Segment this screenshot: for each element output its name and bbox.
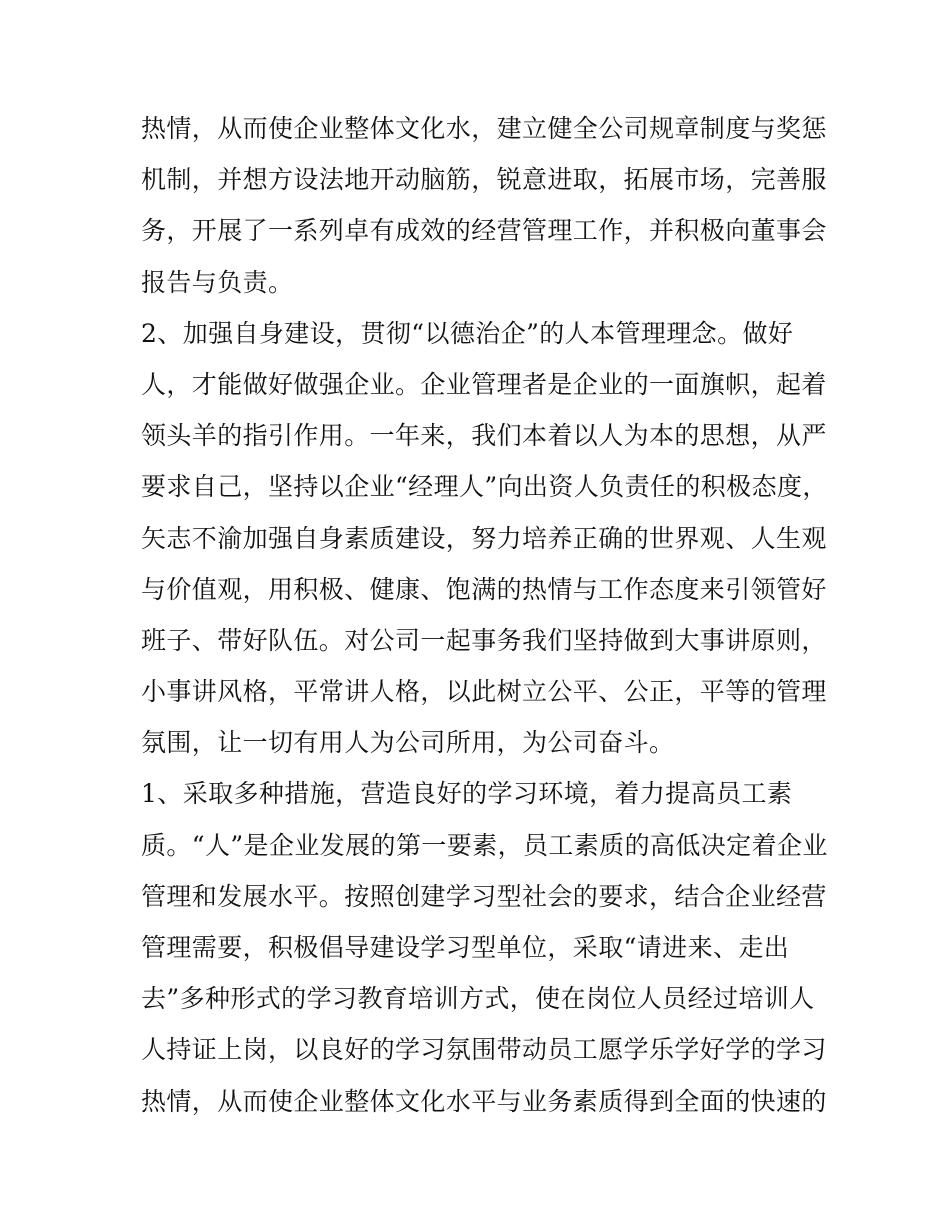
text-line: 小事讲风格，平常讲人格，以此树立公平、公正，平等的管理 xyxy=(141,677,827,707)
text-line: 质。“人”是企业发展的第一要素，员工素质的高低决定着企业 xyxy=(141,830,828,860)
text-line: 矢志不渝加强自身素质建设，努力培养正确的世界观、人生观 xyxy=(141,523,827,553)
text-line: 报告与负责。 xyxy=(141,267,294,297)
text-line: 要求自己，坚持以企业“经理人”向出资人负责任的积极态度， xyxy=(141,472,828,502)
text-line: 务，开展了一系列卓有成效的经营管理工作，并积极向董事会 xyxy=(141,216,827,246)
body-text xyxy=(141,103,831,1127)
text-line: 机制，并想方设法地开动脑筋，锐意进取，拓展市场，完善服 xyxy=(141,165,827,195)
text-line: 班子、带好队伍。对公司一起事务我们坚持做到大事讲原则， xyxy=(141,625,827,655)
section-heading-line: 1、采取多种措施，营造良好的学习环境，着力提高员工素 xyxy=(141,779,793,809)
text-line: 与价值观，用积极、健康、饱满的热情与工作态度来引领管好 xyxy=(141,574,827,604)
text-line: 热情，从而使企业整体文化水，建立健全公司规章制度与奖惩 xyxy=(141,114,827,143)
text-line: 领头羊的指引作用。一年来，我们本着以人为本的思想，从严 xyxy=(141,421,827,451)
text-line: 管理和发展水平。按照创建学习型社会的要求，结合企业经营 xyxy=(141,881,827,911)
text-line: 氛围，让一切有用人为公司所用，为公司奋斗。 xyxy=(141,728,675,758)
text-line: 人持证上岗，以良好的学习氛围带动员工愿学乐学好学的学习 xyxy=(141,1035,827,1065)
text-line: 热情，从而使企业整体文化水平与业务素质得到全面的快速的 xyxy=(141,1086,827,1116)
section-heading-line: 2、加强自身建设，贯彻“以德治企”的人本管理理念。做好 xyxy=(141,318,794,348)
text-line: 人，才能做好做强企业。企业管理者是企业的一面旗帜，起着 xyxy=(141,369,827,399)
text-line: 去”多种形式的学习教育培训方式，使在岗位人员经过培训人 xyxy=(141,984,815,1014)
text-line: 管理需要，积极倡导建设学习型单位，采取“请进来、走出 xyxy=(141,933,790,962)
